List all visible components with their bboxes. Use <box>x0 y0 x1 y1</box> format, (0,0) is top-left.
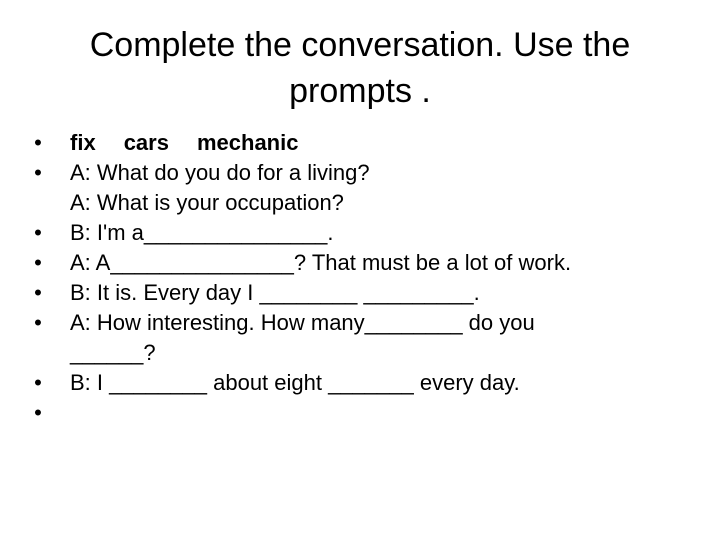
dialogue-line: A: What is your occupation? <box>70 190 344 215</box>
dialogue-line: B: I ________ about eight _______ every day. <box>70 370 520 395</box>
dialogue-line: ______? <box>70 340 156 365</box>
list-item-prompts <box>28 128 708 158</box>
dialogue-line: B: It is. Every day I ________ _________. <box>70 280 480 305</box>
bullet-icon: • <box>34 160 42 185</box>
dialogue-line: A: How interesting. How many________ do you <box>70 310 535 335</box>
list-item-b1 <box>28 218 708 248</box>
slide-title <box>60 22 660 114</box>
list-item-a2 <box>28 248 708 278</box>
bullet-icon: • <box>34 400 42 425</box>
list-item-a1 <box>28 158 708 218</box>
dialogue-line: B: I'm a_______________. <box>70 220 334 245</box>
prompt-word: cars <box>123 130 169 155</box>
list-item-empty <box>28 398 708 428</box>
bullet-icon: • <box>34 220 42 245</box>
bullet-icon: • <box>34 250 42 275</box>
list-item-b3 <box>28 368 708 398</box>
bullet-icon: • <box>34 310 42 335</box>
dialogue-line: A: A_______________? That must be a lot of work. <box>70 250 572 275</box>
bullet-icon: • <box>34 130 42 155</box>
prompt-word: fix <box>70 130 96 155</box>
slide-title-line-2: prompts . <box>289 72 431 110</box>
dialogue-line: A: What do you do for a living? <box>70 160 370 185</box>
bullet-icon: • <box>34 280 42 305</box>
bullet-icon: • <box>34 370 42 395</box>
prompt-words <box>70 130 298 155</box>
list-item-a3 <box>28 308 708 368</box>
slide-title-line-1: Complete the conversation. Use the <box>89 26 631 64</box>
prompt-word: mechanic <box>196 130 299 155</box>
conversation-list <box>28 128 708 428</box>
list-item-b2 <box>28 278 708 308</box>
